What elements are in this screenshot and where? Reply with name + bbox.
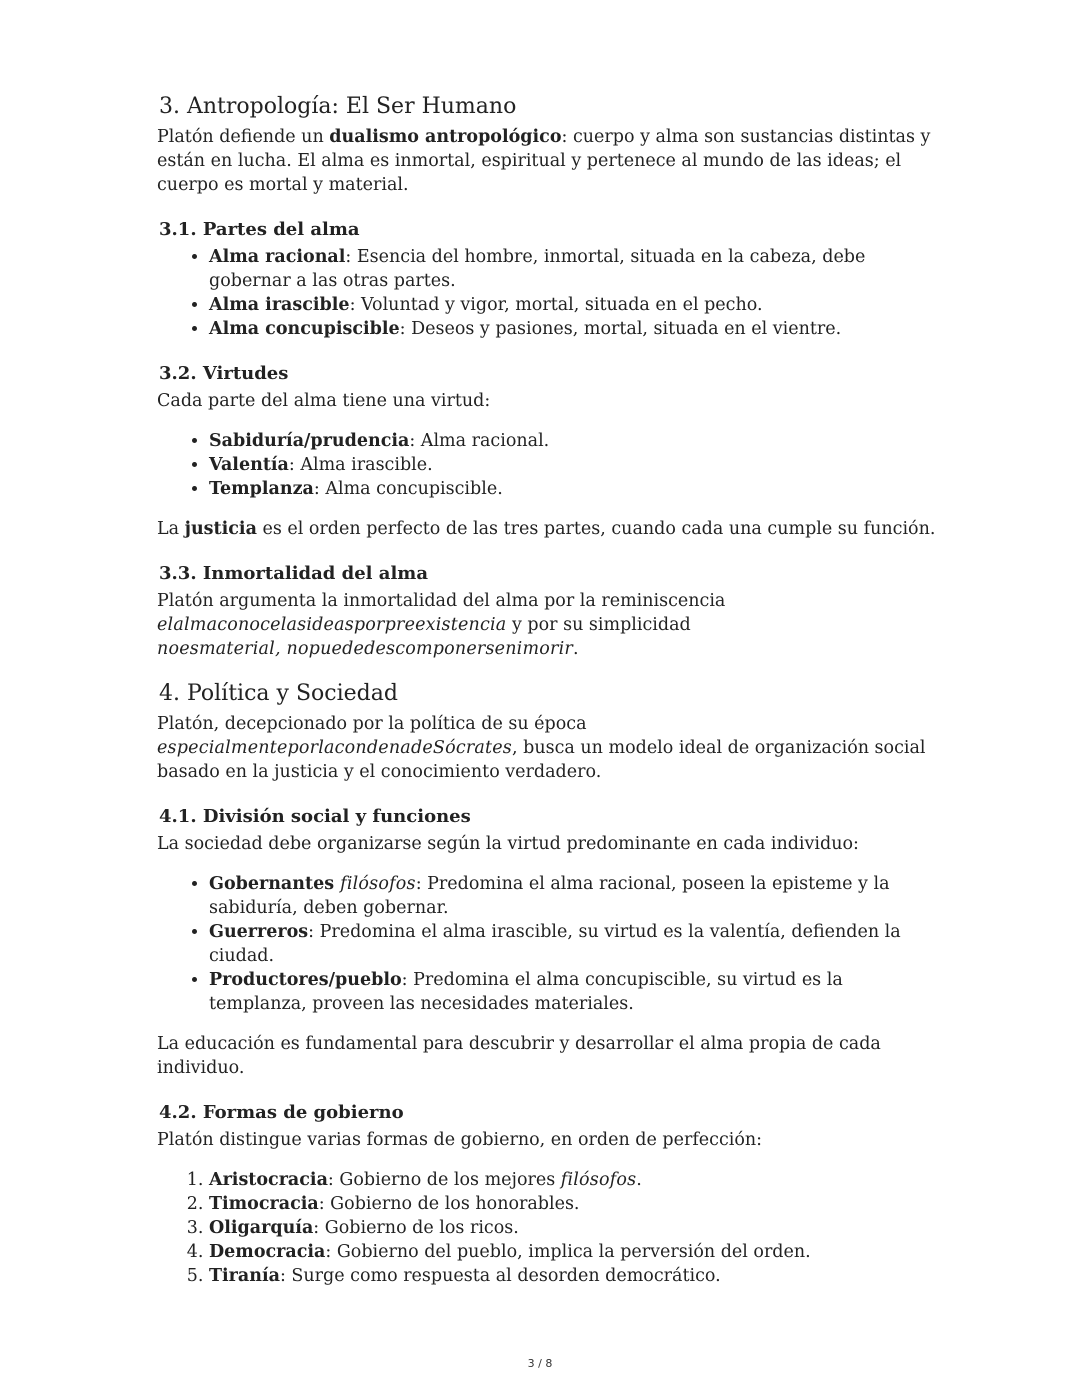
page-number: 3 / 8 [527, 1357, 553, 1370]
list-item: 4. Democracia: Gobierno del pueblo, implica la perversión del orden. [209, 1240, 937, 1264]
section-3-1-heading: 3.1. Partes del alma [159, 219, 360, 240]
list-item: • Templanza: Alma concupiscible. [209, 477, 937, 501]
list-item: 2. Timocracia: Gobierno de los honorables. [209, 1192, 937, 1216]
section-4-2-heading: 4.2. Formas de gobierno [159, 1102, 404, 1123]
section-3-intro: Platón defiende un dualismo antropológico: cuerpo y alma son sustancias distintas y están en lucha. El alma es inmortal, espiritual y pertenece al mundo de las ideas; el cuerpo es mortal y material. [157, 127, 931, 195]
section-4-1-heading: 4.1. División social y funciones [159, 806, 471, 827]
list-item: • Alma concupiscible: Deseos y pasiones, mortal, situada en el vientre. [209, 317, 937, 341]
list-item: • Guerreros: Predomina el alma irascible, su virtud es la valentía, defienden la ciudad. [209, 920, 937, 968]
list-item: 3. Oligarquía: Gobierno de los ricos. [209, 1216, 937, 1240]
education-paragraph: La educación es fundamental para descubrir y desarrollar el alma propia de cada individuo. [157, 1034, 881, 1078]
list-item: 1. Aristocracia: Gobierno de los mejores filósofos. [209, 1168, 937, 1192]
social-classes-list [157, 872, 937, 1016]
virtues-list [157, 429, 937, 501]
virtues-intro: Cada parte del alma tiene una virtud: [157, 391, 491, 411]
list-item: • Valentía: Alma irascible. [209, 453, 937, 477]
government-forms-intro: Platón distingue varias formas de gobierno, en orden de perfección: [157, 1130, 763, 1150]
section-3-heading: 3. Antropología: El Ser Humano [159, 94, 517, 119]
government-forms-list [157, 1168, 937, 1288]
social-division-intro: La sociedad debe organizarse según la virtud predominante en cada individuo: [157, 834, 859, 854]
list-item: • Productores/pueblo: Predomina el alma concupiscible, su virtud es la templanza, proveen las necesidades materiales. [209, 968, 937, 1016]
section-4-heading: 4. Política y Sociedad [159, 681, 398, 706]
section-3-2-heading: 3.2. Virtudes [159, 363, 289, 384]
soul-parts-list [157, 245, 937, 341]
list-item: • Alma irascible: Voluntad y vigor, mortal, situada en el pecho. [209, 293, 937, 317]
list-item: 5. Tiranía: Surge como respuesta al desorden democrático. [209, 1264, 937, 1288]
list-item: • Sabiduría/prudencia: Alma racional. [209, 429, 937, 453]
list-item: • Alma racional: Esencia del hombre, inmortal, situada en la cabeza, debe gobernar a las otras partes. [209, 245, 937, 293]
section-4-intro: Platón, decepcionado por la política de su época especialmenteporlacondenadeSócrates, busca un modelo ideal de organización social basado en la justicia y el conocimiento verdadero. [157, 714, 926, 782]
justice-paragraph: La justicia es el orden perfecto de las tres partes, cuando cada una cumple su función. [157, 519, 936, 539]
section-3-3-heading: 3.3. Inmortalidad del alma [159, 563, 428, 584]
document-page [157, 92, 937, 1288]
list-item: • Gobernantes filósofos: Predomina el alma racional, poseen la episteme y la sabiduría, deben gobernar. [209, 872, 937, 920]
immortality-paragraph: Platón argumenta la inmortalidad del alma por la reminiscencia elalmaconocelasideasporpreexistencia y por su simplicidad noesmaterial, nopuededescomponersenimorir. [157, 591, 726, 659]
